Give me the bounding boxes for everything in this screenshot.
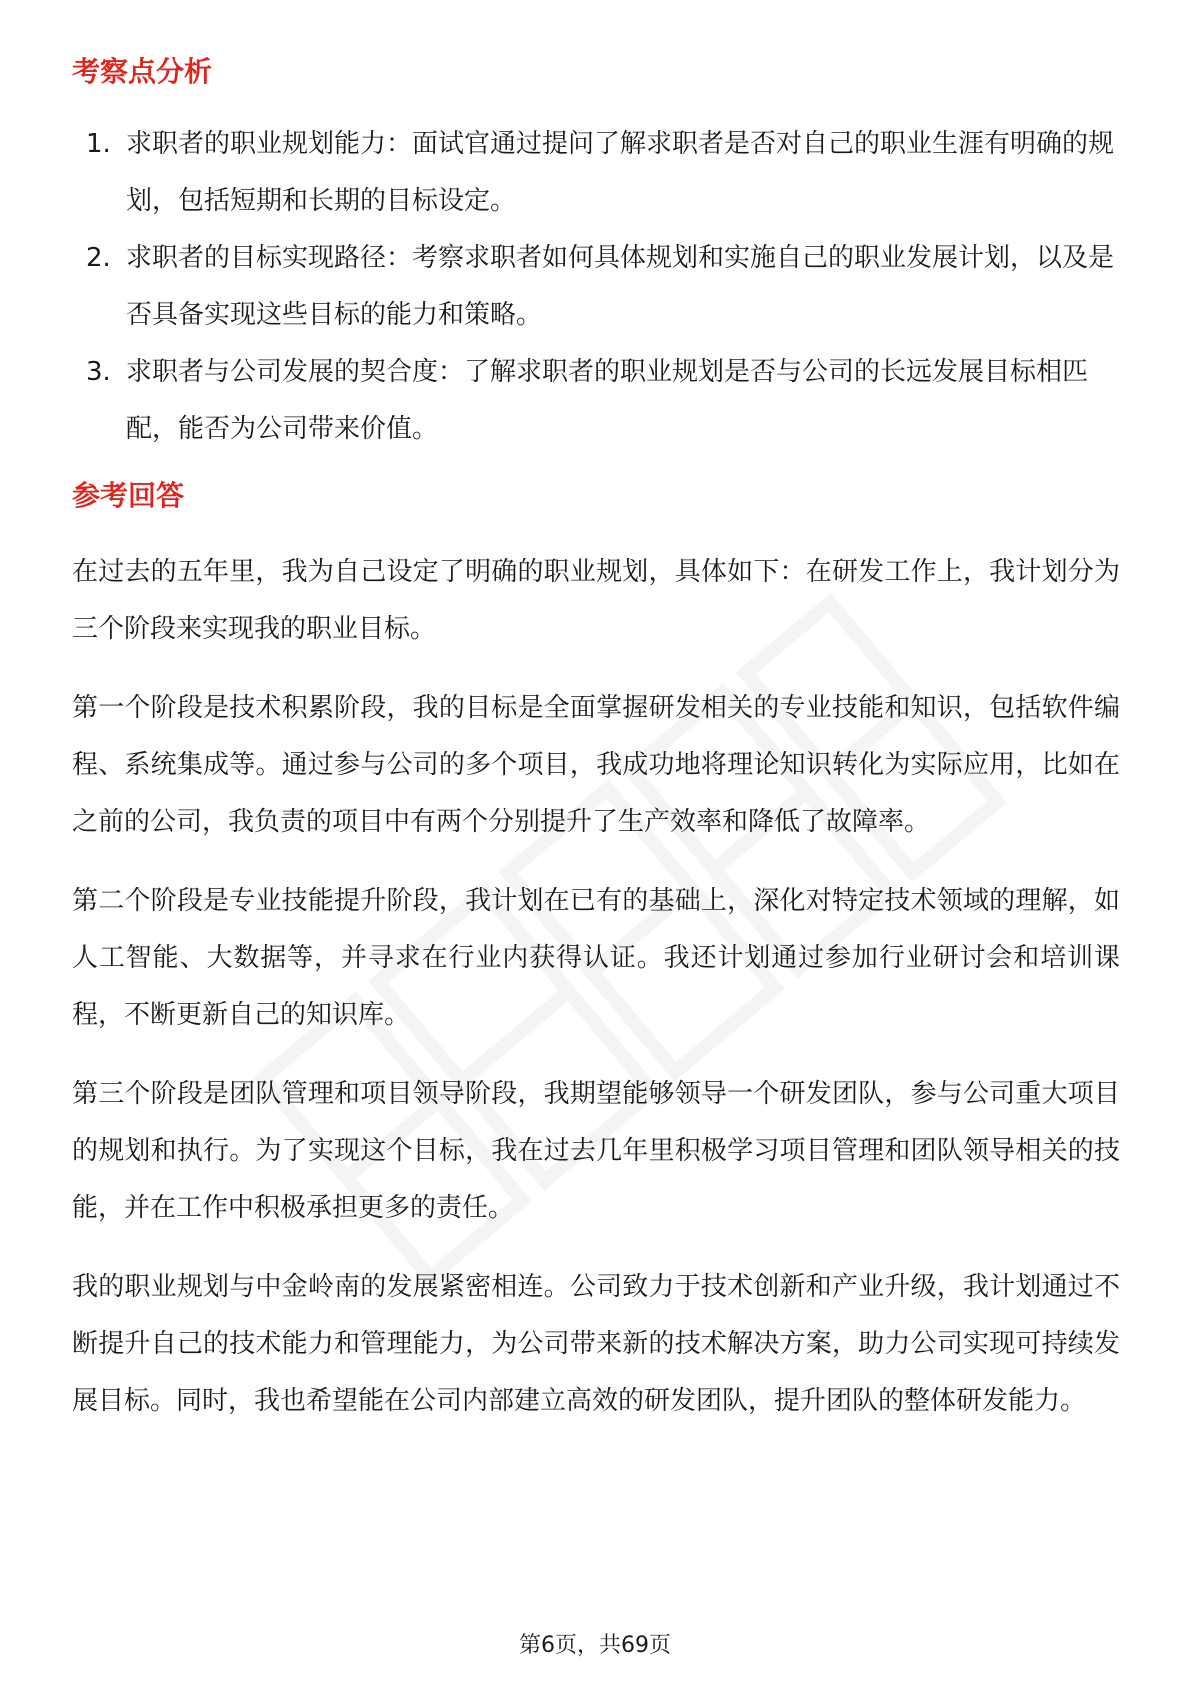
list-number: 1. [86, 129, 111, 159]
analysis-list [72, 116, 1120, 458]
answer-paragraph: 第一个阶段是技术积累阶段，我的目标是全面掌握研发相关的专业技能和知识，包括软件编程、系统集成等。通过参与公司的多个项目，我成功地将理论知识转化为实际应用，比如在之前的公司，我负责的项目中有两个分别提升了生产效率和降低了故障率。 [72, 693, 1120, 837]
analysis-item [72, 116, 1120, 230]
analysis-item-text: 求职者与公司发展的契合度：了解求职者的职业规划是否与公司的长远发展目标相匹配，能否为公司带来价值。 [126, 357, 1089, 444]
analysis-item-text: 求职者的职业规划能力：面试官通过提问了解求职者是否对自己的职业生涯有明确的规划，包括短期和长期的目标设定。 [126, 129, 1115, 216]
analysis-item [72, 344, 1120, 458]
page-content [72, 44, 1120, 1430]
page-number: 第6页，共69页 [519, 1633, 671, 1658]
analysis-item-text: 求职者的目标实现路径：考察求职者如何具体规划和实施自己的职业发展计划，以及是否具备实现这些目标的能力和策略。 [126, 243, 1115, 330]
analysis-title: 考察点分析 [72, 55, 213, 88]
answer-paragraph: 在过去的五年里，我为自己设定了明确的职业规划，具体如下：在研发工作上，我计划分为三个阶段来实现我的职业目标。 [72, 557, 1120, 644]
answer-title: 参考回答 [72, 479, 185, 512]
list-number: 2. [86, 243, 111, 273]
answer-paragraph: 第二个阶段是专业技能提升阶段，我计划在已有的基础上，深化对特定技术领域的理解，如人工智能、大数据等，并寻求在行业内获得认证。我还计划通过参加行业研讨会和培训课程，不断更新自己的知识库。 [72, 886, 1120, 1030]
analysis-item [72, 230, 1120, 344]
list-number: 3. [86, 357, 111, 387]
answer-paragraph: 我的职业规划与中金岭南的发展紧密相连。公司致力于技术创新和产业升级，我计划通过不断提升自己的技术能力和管理能力，为公司带来新的技术解决方案，助力公司实现可持续发展目标。同时，我也希望能在公司内部建立高效的研发团队，提升团队的整体研发能力。 [72, 1272, 1120, 1416]
answer-paragraph: 第三个阶段是团队管理和项目领导阶段，我期望能够领导一个研发团队，参与公司重大项目的规划和执行。为了实现这个目标，我在过去几年里积极学习项目管理和团队领导相关的技能，并在工作中积极承担更多的责任。 [72, 1079, 1120, 1223]
